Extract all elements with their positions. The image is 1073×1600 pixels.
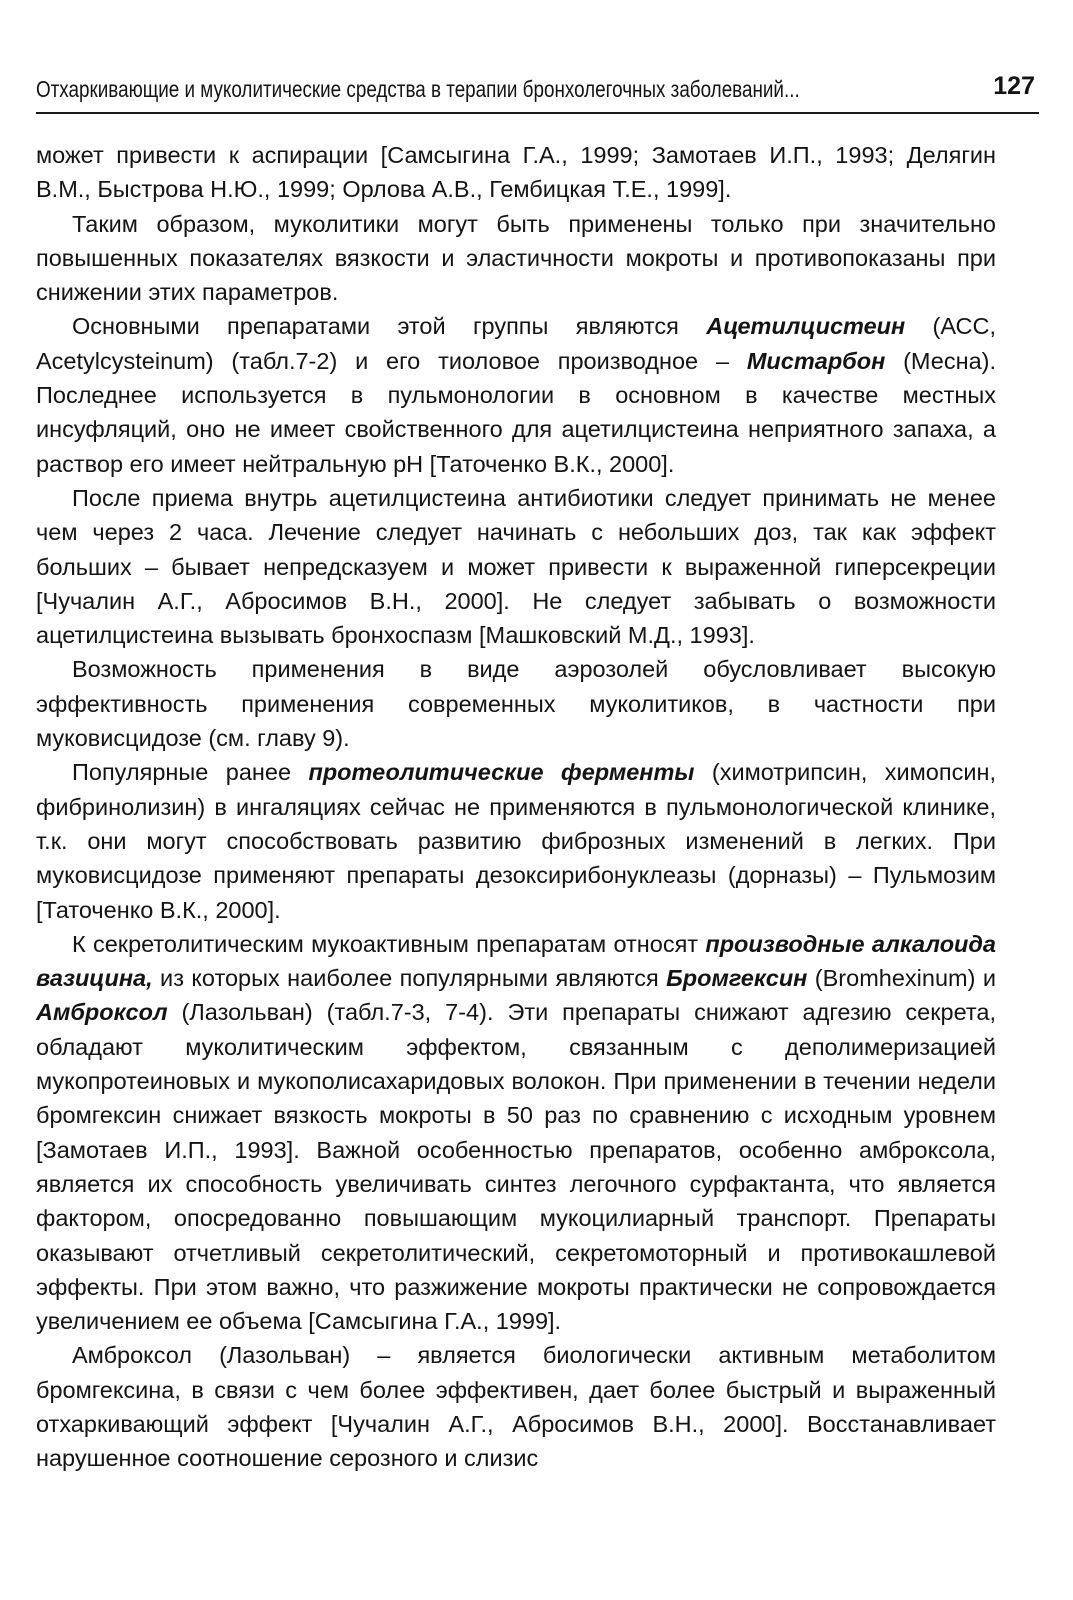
drug-term: Бромгексин — [666, 965, 808, 992]
text-run: (Лазольван) (табл.7-3, 7-4). Эти препараты снижают адгезию секрета, обладают муколитическим эффектом, связанным с деполимеризацией мукопротеиновых и мукополисахаридовых волокон. При применении в течении недели бромгексин снижает вязкость мокроты в 50 раз по сравнению с исходным уровнем [Замотаев И.П., 1993]. Важной особенностью препаратов, особенно амброксола, является их способность увеличивать синтез легочного сурфактанта, что является фактором, опосредованно повышающим мукоцилиарный транспорт. Препараты оказывают отчетливый секретолитический, секретомоторный и противокашлевой эффекты. При этом важно, что разжижение мокроты практически не сопровождается увеличением ее объема [Самсыгина Г.А., 1999]. — [36, 999, 996, 1335]
text-run: Основными препаратами этой группы являются — [72, 313, 707, 340]
document-page — [36, 0, 1039, 1600]
drug-term: Ацетилцистеин — [706, 313, 906, 340]
paragraph — [36, 927, 996, 1339]
drug-term: Амброксол — [36, 999, 168, 1026]
text-run: (Bromhexinum) и — [807, 965, 996, 992]
header-rule — [36, 112, 1039, 114]
paragraph — [36, 207, 996, 310]
page-number: 127 — [993, 72, 1035, 100]
body-text — [36, 138, 996, 1476]
page-header — [36, 70, 1039, 116]
text-run: Возможность применения в виде аэрозолей обусловливает высокую эффективность применения современных муколитиков, в частности при муковисцидозе (см. главу 9). — [36, 656, 996, 752]
paragraph — [36, 1338, 996, 1475]
running-head: Отхаркивающие и муколитические средства в терапии бронхолегочных заболеваний... — [36, 76, 800, 102]
text-run: После приема внутрь ацетилцистеина антибиотики следует принимать не менее чем через 2 часа. Лечение следует начинать с небольших доз, так как эффект больших – бывает непредсказуем и может привести к выраженной гиперсекреции [Чучалин А.Г., Абросимов В.Н., 2000]. Не следует забывать о возможности ацетилцистеина вызывать бронхоспазм [Машковский М.Д., 1993]. — [36, 484, 996, 649]
paragraph — [36, 755, 996, 926]
text-run: из которых наиболее популярными являются — [152, 965, 667, 992]
paragraph — [36, 652, 996, 755]
text-run: может привести к аспирации [Самсыгина Г.А., 1999; Замотаев И.П., 1993; Делягин В.М., Быстрова Н.Ю., 1999; Орлова А.В., Гембицкая Т.Е., 1999]. — [36, 142, 996, 203]
drug-term: производные алкалоида вазицина, — [36, 930, 996, 992]
paragraph — [36, 481, 996, 652]
paragraph — [36, 309, 996, 480]
drug-term: протеолитические ферменты — [308, 759, 695, 786]
text-run: К секретолитическим мукоактивным препаратам относят — [72, 930, 706, 957]
text-run: (АСС, Acetylcysteinum) (табл.7-2) и его тиоловое производное – — [36, 313, 996, 374]
text-run: Таким образом, муколитики могут быть применены только при значительно повышенных показателях вязкости и эластичности мокроты и противопоказаны при снижении этих параметров. — [36, 210, 996, 306]
text-run: (химотрипсин, химопсин, фибринолизин) в ингаляциях сейчас не применяются в пульмонологической клинике, т.к. они могут способствовать развитию фиброзных изменений в легких. При муковисцидозе применяют препараты дезоксирибонуклеазы (дорназы) – Пульмозим [Таточенко В.К., 2000]. — [36, 759, 996, 923]
text-run: (Месна). Последнее используется в пульмонологии в основном в качестве местных инсуфляций, оно не имеет свойственного для ацетилцистеина неприятного запаха, а раствор его имеет нейтральную pH [Таточенко В.К., 2000]. — [36, 347, 996, 477]
text-run: Амброксол (Лазольван) – является биологически активным метаболитом бромгексина, в связи с чем более эффективен, дает более быстрый и выраженный отхаркивающий эффект [Чучалин А.Г., Абросимов В.Н., 2000]. Восстанавливает нарушенное соотношение серозного и слизис — [36, 1342, 996, 1472]
text-run: Популярные ранее — [72, 759, 309, 786]
drug-term: Мистарбон — [746, 347, 886, 374]
paragraph — [36, 138, 996, 207]
